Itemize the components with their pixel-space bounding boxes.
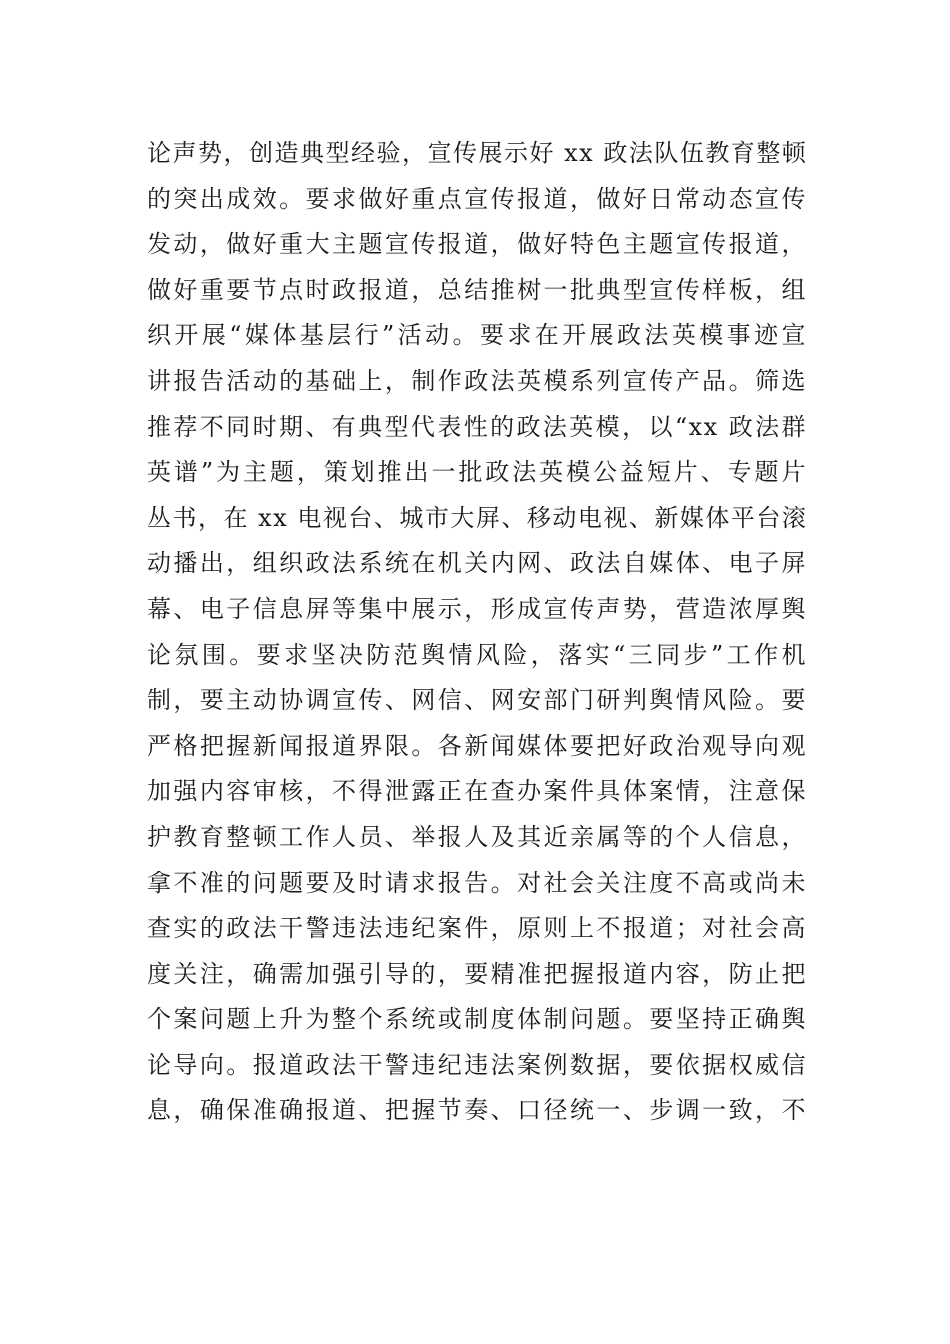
text-line: 动播出，组织政法系统在机关内网、政法自媒体、电子屏 (147, 549, 807, 578)
text-line: 推荐不同时期、有典型代表性的政法英模，以“xx 政法群 (147, 412, 807, 441)
text-line: 论氛围。要求坚决防范舆情风险，落实“三同步”工作机 (147, 640, 807, 669)
text-line: 度关注，确需加强引导的，要精准把握报道内容，防止把 (147, 959, 807, 988)
text-line: 发动，做好重大主题宣传报道，做好特色主题宣传报道， (147, 230, 807, 259)
text-line: 幕、电子信息屏等集中展示，形成宣传声势，营造浓厚舆 (147, 594, 807, 623)
text-line: 织开展“媒体基层行”活动。要求在开展政法英模事迹宣 (147, 321, 807, 350)
text-line: 论导向。报道政法干警违纪违法案例数据，要依据权威信 (147, 1050, 807, 1079)
text-line: 查实的政法干警违法违纪案件，原则上不报道；对社会高 (147, 914, 807, 943)
text-line: 护教育整顿工作人员、举报人及其近亲属等的个人信息， (147, 822, 807, 851)
text-line: 丛书，在 xx 电视台、城市大屏、移动电视、新媒体平台滚 (147, 503, 808, 532)
text-line: 个案问题上升为整个系统或制度体制问题。要坚持正确舆 (147, 1005, 807, 1034)
text-line: 做好重要节点时政报道，总结推树一批典型宣传样板，组 (147, 275, 807, 304)
body-paragraph (147, 131, 807, 1134)
text-line: 加强内容审核，不得泄露正在查办案件具体案情，注意保 (147, 777, 807, 806)
text-line: 英谱”为主题，策划推出一批政法英模公益短片、专题片 (147, 458, 807, 487)
text-line: 息，确保准确报道、把握节奏、口径统一、步调一致，不 (147, 1096, 807, 1125)
text-line: 讲报告活动的基础上，制作政法英模系列宣传产品。筛选 (147, 366, 807, 395)
text-line: 论声势，创造典型经验，宣传展示好 xx 政法队伍教育整顿 (147, 139, 808, 167)
text-line: 制，要主动协调宣传、网信、网安部门研判舆情风险。要 (147, 686, 807, 715)
text-line: 的突出成效。要求做好重点宣传报道，做好日常动态宣传 (147, 184, 807, 213)
text-line: 拿不准的问题要及时请求报告。对社会关注度不高或尚未 (147, 868, 807, 897)
text-line: 严格把握新闻报道界限。各新闻媒体要把好政治观导向观 (147, 731, 807, 760)
